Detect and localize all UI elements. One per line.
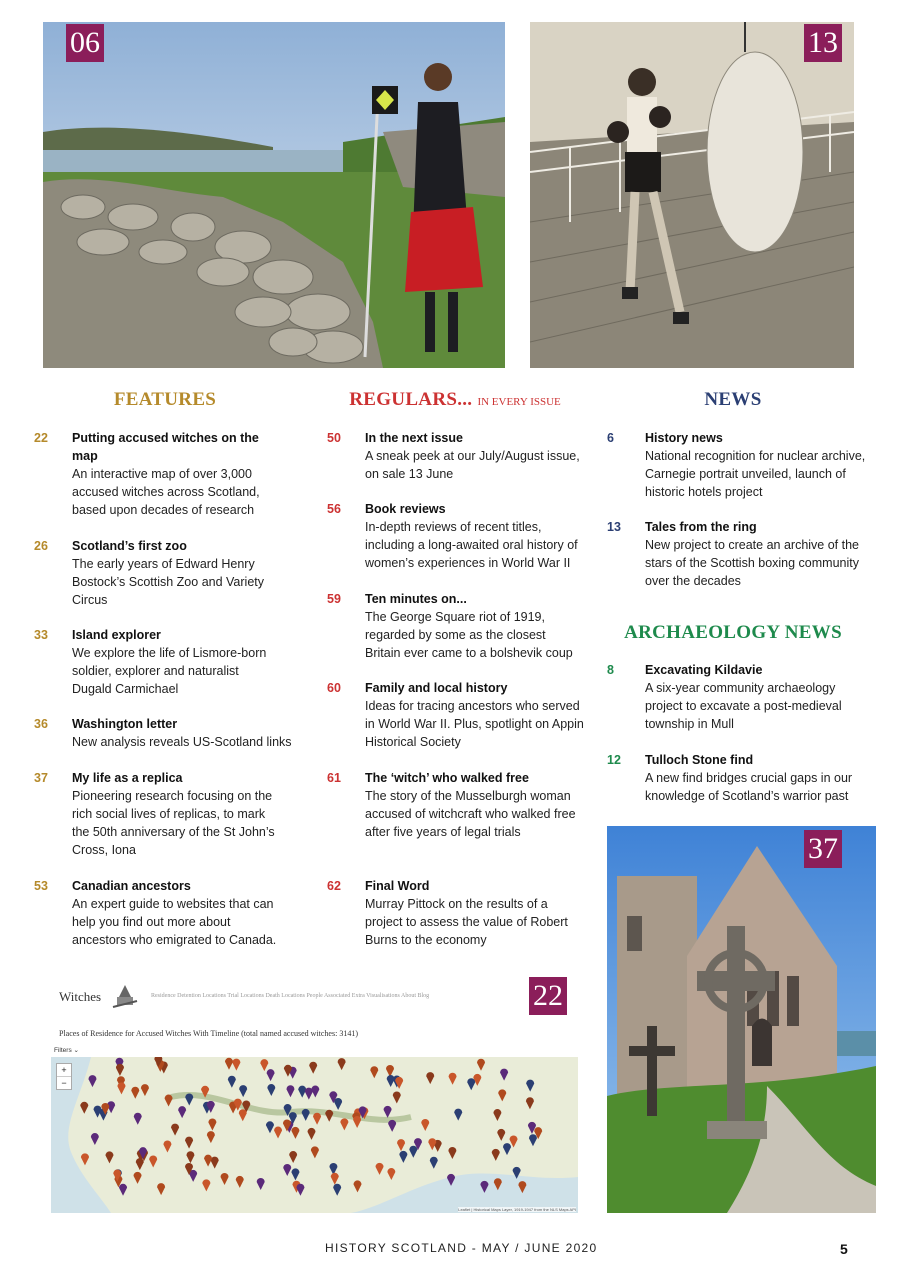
page-number: 53 xyxy=(34,879,48,893)
filters-dropdown[interactable]: Filters ⌄ xyxy=(54,1047,79,1054)
article-title: Excavating Kildavie xyxy=(645,663,763,677)
map-image xyxy=(51,1057,578,1213)
regulars-title: REGULARS... xyxy=(349,389,473,410)
page-number: 59 xyxy=(327,592,341,606)
page-number: 12 xyxy=(607,753,621,767)
page-badge: 06 xyxy=(66,24,104,62)
article-description: A new find bridges crucial gaps in our knowledge of Scotland’s warrior past xyxy=(645,771,853,803)
article-title: Tulloch Stone find xyxy=(645,753,754,767)
news-heading xyxy=(680,389,786,411)
photo-boxer xyxy=(530,22,854,368)
photo-iona-cross xyxy=(607,826,876,1213)
page-number: 61 xyxy=(327,771,341,785)
chevron-down-icon: ⌄ xyxy=(73,1047,79,1054)
article-description: A sneak peek at our July/August issue, on sale 13 June xyxy=(365,449,580,481)
page-number: 26 xyxy=(34,539,48,553)
page-number: 62 xyxy=(327,879,341,893)
article-title: Washington letter xyxy=(72,717,178,731)
surveyor-scene-image xyxy=(43,22,505,368)
article-title: Island explorer xyxy=(72,628,161,642)
archaeology-title: ARCHAEOLOGY NEWS xyxy=(624,622,842,643)
article-description: New analysis reveals US-Scotland links xyxy=(72,735,292,749)
archaeology-heading xyxy=(620,622,846,644)
map-area[interactable] xyxy=(51,1057,578,1213)
article-title: My life as a replica xyxy=(72,771,183,785)
article-description: The story of the Musselburgh woman accused of witchcraft who walked free after five years of legal trials xyxy=(365,789,576,839)
article-description: An expert guide to websites that can help you find out more about ancestors who emigrated to Canada. xyxy=(72,897,277,947)
zoom-controls xyxy=(56,1063,72,1090)
regulars-heading xyxy=(330,389,580,411)
article-description: In-depth reviews of recent titles, including a long-awaited oral history of women’s experiences in World War II xyxy=(365,520,578,570)
zoom-in-button[interactable]: + xyxy=(57,1064,71,1077)
article-title: Tales from the ring xyxy=(645,520,757,534)
article-title: Book reviews xyxy=(365,502,446,516)
page-number-footer: 5 xyxy=(840,1241,848,1257)
article-description: Murray Pittock on the results of a project to assess the value of Robert Burns to the economy xyxy=(365,897,568,947)
page-badge: 37 xyxy=(804,830,842,868)
article-description: National recognition for nuclear archive, Carnegie portrait unveiled, launch of historic hotels project xyxy=(645,449,866,499)
map-attribution: Leaflet | Historical Maps Layer, 1919-1947 from the NLS Maps API xyxy=(458,1207,576,1212)
page-number: 50 xyxy=(327,431,341,445)
article-description: A six-year community archaeology project to excavate a post-medieval township in Mull xyxy=(645,681,842,731)
article-description: The early years of Edward Henry Bostock’s Scottish Zoo and Variety Circus xyxy=(72,557,264,607)
zoom-out-button[interactable]: − xyxy=(61,1078,67,1088)
article-description: New project to create an archive of the stars of the Scottish boxing community over the decades xyxy=(645,538,860,588)
page-number: 6 xyxy=(607,431,614,445)
page-number: 36 xyxy=(34,717,48,731)
page-number: 8 xyxy=(607,663,614,677)
article-title: Canadian ancestors xyxy=(72,879,191,893)
page-number: 33 xyxy=(34,628,48,642)
article-title: The ‘witch’ who walked free xyxy=(365,771,529,785)
witch-icon xyxy=(111,983,139,1009)
article-description: The George Square riot of 1919, regarded by some as the closest Britain ever came to a bolshevik coup xyxy=(365,610,573,660)
article-description: An interactive map of over 3,000 accused witches across Scotland, based upon decades of research xyxy=(72,467,260,517)
map-title: Places of Residence for Accused Witches With Timeline (total named accused witches: 3141) xyxy=(59,1029,358,1038)
issue-date: - MAY / JUNE 2020 xyxy=(467,1241,598,1255)
article-title: Putting accused witches on the map xyxy=(72,431,259,463)
iona-abbey-image xyxy=(607,826,876,1213)
site-nav[interactable]: Residence Detention Locations Trial Locations Death Locations People Associated Extra Visualisations About Blog xyxy=(151,993,430,999)
article-description: Ideas for tracing ancestors who served in World War II. Plus, spotlight on Appin Historical Society xyxy=(365,699,584,749)
site-logo: Witches xyxy=(59,989,102,1004)
features-heading xyxy=(80,389,250,411)
boxer-scene-image xyxy=(530,22,854,368)
witches-map-screenshot xyxy=(51,975,578,1213)
photo-surveyor xyxy=(43,22,505,368)
page-number: 13 xyxy=(607,520,621,534)
article-description: Pioneering research focusing on the rich social lives of replicas, to mark the 50th anniversary of the St John’s Cross, Iona xyxy=(72,789,275,857)
article-title: Final Word xyxy=(365,879,430,893)
article-title: History news xyxy=(645,431,723,445)
article-title: In the next issue xyxy=(365,431,463,445)
magazine-name: HISTORY SCOTLAND xyxy=(325,1241,468,1255)
article-description: We explore the life of Lismore-born soldier, explorer and naturalist Dugald Carmichael xyxy=(72,646,267,696)
page-badge: 13 xyxy=(804,24,842,62)
article-title: Ten minutes on... xyxy=(365,592,467,606)
footer-line xyxy=(325,1241,598,1255)
page-number: 60 xyxy=(327,681,341,695)
article-title: Family and local history xyxy=(365,681,508,695)
features-title: FEATURES xyxy=(113,389,217,410)
news-title: NEWS xyxy=(704,389,762,410)
page-number: 22 xyxy=(34,431,48,445)
page-number: 56 xyxy=(327,502,341,516)
page-number: 37 xyxy=(34,771,48,785)
article-title: Scotland’s first zoo xyxy=(72,539,187,553)
page-badge: 22 xyxy=(529,977,567,1015)
regulars-subtitle: IN EVERY ISSUE xyxy=(477,396,561,408)
